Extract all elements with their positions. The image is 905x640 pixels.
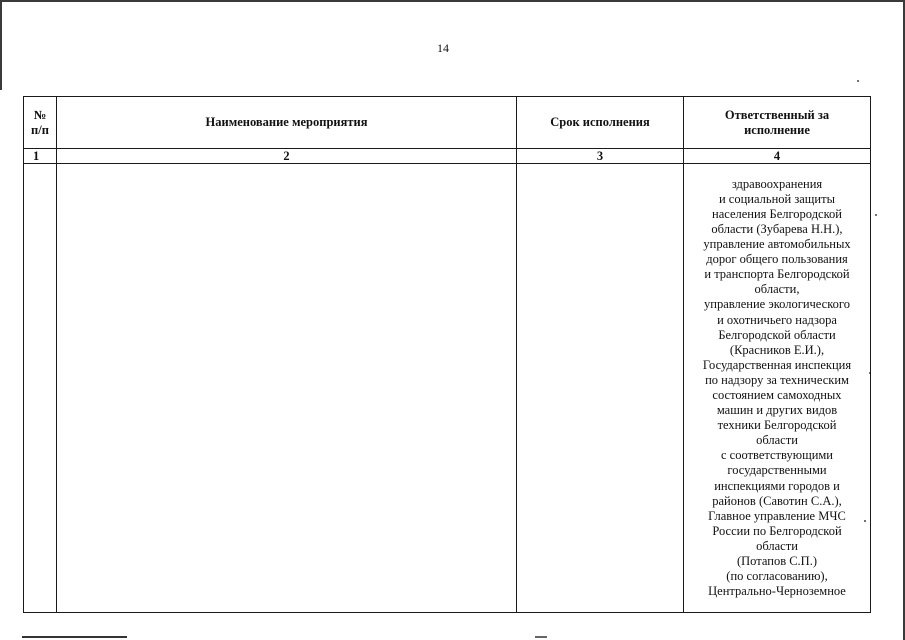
responsible-line: здравоохранения xyxy=(731,176,823,191)
responsible-line: области xyxy=(756,538,798,553)
scan-edge-bottom-mark xyxy=(22,636,127,638)
responsible-line: населения Белгородской xyxy=(712,206,842,221)
cell-activity-name xyxy=(57,164,517,613)
responsible-line: с соответствующими xyxy=(721,448,833,463)
responsible-line: техники Белгородской xyxy=(717,418,837,433)
header-deadline xyxy=(517,97,684,149)
responsible-list xyxy=(684,177,870,600)
responsible-line: и охотничьего надзора xyxy=(717,312,837,327)
responsible-line: (Потапов С.П.) xyxy=(736,554,818,569)
responsible-line: (Красников Е.И.), xyxy=(729,342,825,357)
column-number: 2 xyxy=(57,149,517,164)
scan-edge-bottom-mark-small xyxy=(535,636,547,638)
responsible-line: машин и других видов xyxy=(716,403,838,418)
activities-table xyxy=(23,96,871,613)
responsible-line: состоянием самоходных xyxy=(712,388,842,402)
responsible-line: Центрально-Черноземное xyxy=(708,584,846,599)
table-row xyxy=(24,164,871,613)
responsible-line: области xyxy=(756,433,798,448)
column-number: 3 xyxy=(517,149,684,164)
responsible-line: управление экологического xyxy=(704,297,850,312)
responsible-line: и транспорта Белгородской xyxy=(704,267,850,282)
header-activity-name xyxy=(57,97,517,149)
responsible-line: Государственная инспекция xyxy=(702,357,852,372)
cell-responsible xyxy=(684,164,871,613)
header-text: Наименование мероприятия xyxy=(205,115,368,129)
header-number xyxy=(24,97,57,149)
responsible-line: Белгородской области xyxy=(718,327,836,342)
cell-number xyxy=(24,164,57,613)
scan-edge-left xyxy=(0,0,2,90)
responsible-line: районов (Савотин С.А.), xyxy=(712,493,842,508)
column-number: 4 xyxy=(684,149,871,164)
cell-deadline xyxy=(517,164,684,613)
responsible-line: области (Зубарева Н.Н.), xyxy=(711,221,843,236)
responsible-line: управление автомобильных xyxy=(703,237,851,252)
header-text: Ответственный за исполнение xyxy=(724,107,830,137)
responsible-line: Главное управление МЧС xyxy=(708,508,846,523)
responsible-line: дорог общего пользования xyxy=(706,252,848,267)
scan-speck xyxy=(857,80,859,82)
responsible-line: государственными xyxy=(727,463,827,478)
page-number: 14 xyxy=(437,41,449,55)
responsible-line: (по согласованию), xyxy=(726,569,828,584)
responsible-line: по надзору за техническим xyxy=(705,372,849,387)
responsible-line: области, xyxy=(754,282,800,297)
responsible-line: России по Белгородской xyxy=(712,523,842,538)
table-header-row xyxy=(24,97,871,149)
header-responsible xyxy=(684,97,871,149)
header-text: Срок исполнения xyxy=(550,115,650,129)
header-text: № п/п xyxy=(31,107,49,137)
responsible-line: инспекциями городов и xyxy=(714,478,840,493)
column-number: 1 xyxy=(24,149,57,164)
scan-edge-top xyxy=(0,0,905,2)
scan-speck xyxy=(875,214,877,216)
responsible-line: и социальной защиты xyxy=(718,191,835,206)
column-number-row xyxy=(24,149,871,164)
